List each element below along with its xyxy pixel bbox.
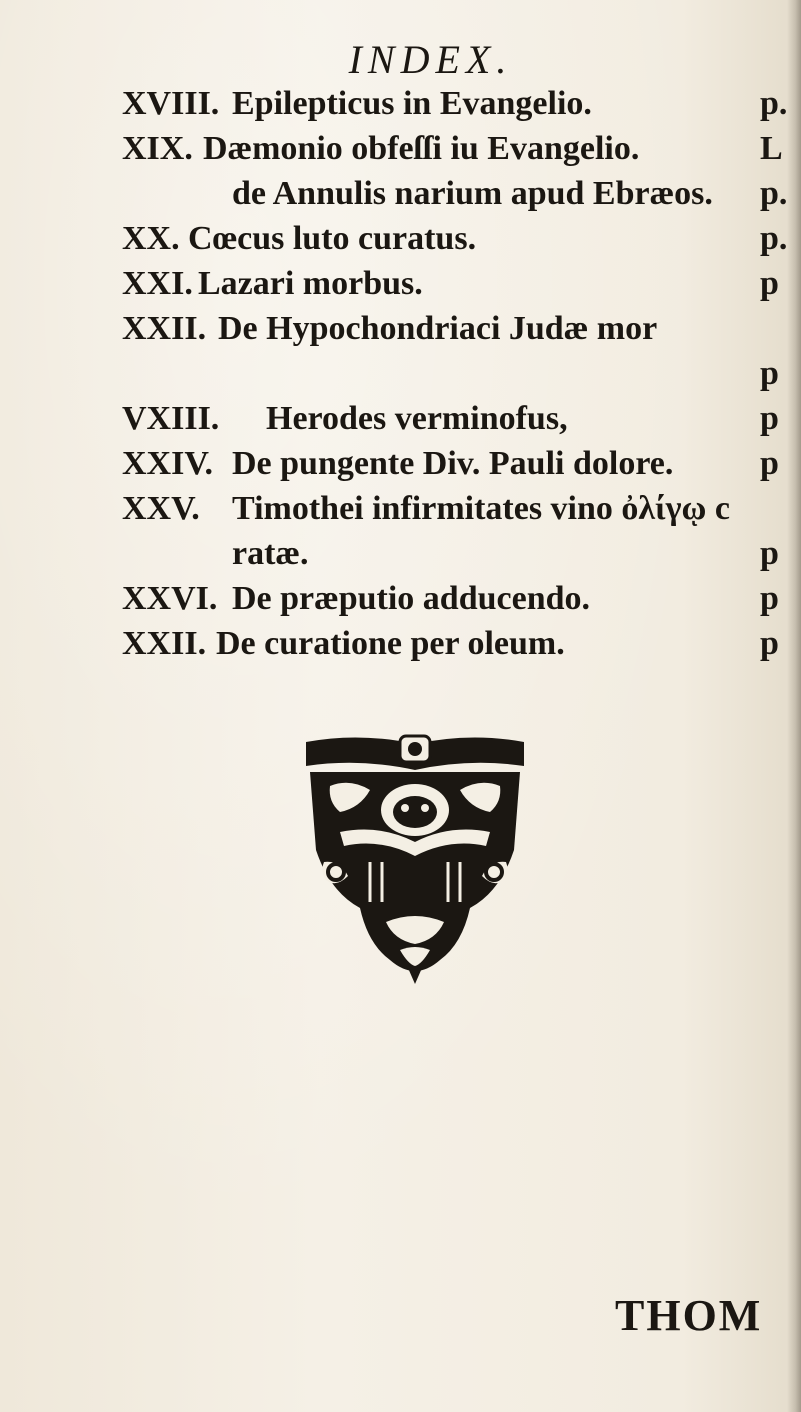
entry-page: p (760, 445, 779, 482)
index-entry (0, 577, 801, 621)
entry-title: Lazari morbus. (198, 265, 423, 302)
entry-title: Dæmonio obfeſſi iu Evangelio. (203, 130, 640, 167)
entry-number: VXIII. (122, 400, 220, 437)
entry-number: XXI. (122, 265, 193, 302)
index-entry (0, 307, 801, 351)
running-title: INDEX. (348, 37, 513, 82)
index-entry (0, 622, 801, 666)
entry-number: XXV. (122, 490, 200, 527)
entry-page: p (760, 400, 779, 437)
entry-title: Timothei infirmitates vino ὀλίγῳ c (232, 490, 730, 527)
entry-title: De curatione per oleum. (216, 625, 565, 662)
entry-title: ratæ. (232, 535, 309, 572)
entry-title: De pungente Div. Pauli dolore. (232, 445, 674, 482)
index-entry (0, 127, 801, 171)
entry-page: p. (760, 85, 788, 122)
index-entry (0, 82, 801, 126)
index-entry (0, 487, 801, 531)
entry-number: XXII. (122, 310, 207, 347)
entry-number: XXII. (122, 625, 207, 662)
entry-number: XIX. (122, 130, 193, 167)
entry-page: p (760, 535, 779, 572)
entry-number: XXVI. (122, 580, 218, 617)
entry-title: Cœcus luto curatus. (188, 220, 477, 257)
index-entry (0, 262, 801, 306)
index-entry (0, 397, 801, 441)
entry-title: de Annulis narium apud Ebræos. (232, 175, 713, 212)
entry-page: p (760, 265, 779, 302)
entry-title: Herodes verminofus, (266, 400, 568, 437)
entry-title: De Hypochondriaci Judæ mor (218, 310, 658, 347)
entry-number: XVIII. (122, 85, 220, 122)
index-entry (0, 172, 801, 216)
entry-title: Epilepticus in Evangelio. (232, 85, 592, 122)
entry-page: p (760, 580, 779, 617)
entry-page: p (760, 355, 779, 392)
index-entry (0, 532, 801, 576)
entry-title: De præputio adducendo. (232, 580, 591, 617)
entry-page: L (760, 130, 783, 167)
index-entry (0, 217, 801, 261)
index-entry (0, 352, 801, 396)
entry-page: p. (760, 175, 788, 212)
index-entry (0, 442, 801, 486)
entry-page: p (760, 625, 779, 662)
entry-number: XX. (122, 220, 180, 257)
entry-page: p. (760, 220, 788, 257)
catchword: THOM (615, 1291, 763, 1340)
tailpiece-ornament-icon (300, 732, 530, 986)
entry-number: XXIV. (122, 445, 214, 482)
